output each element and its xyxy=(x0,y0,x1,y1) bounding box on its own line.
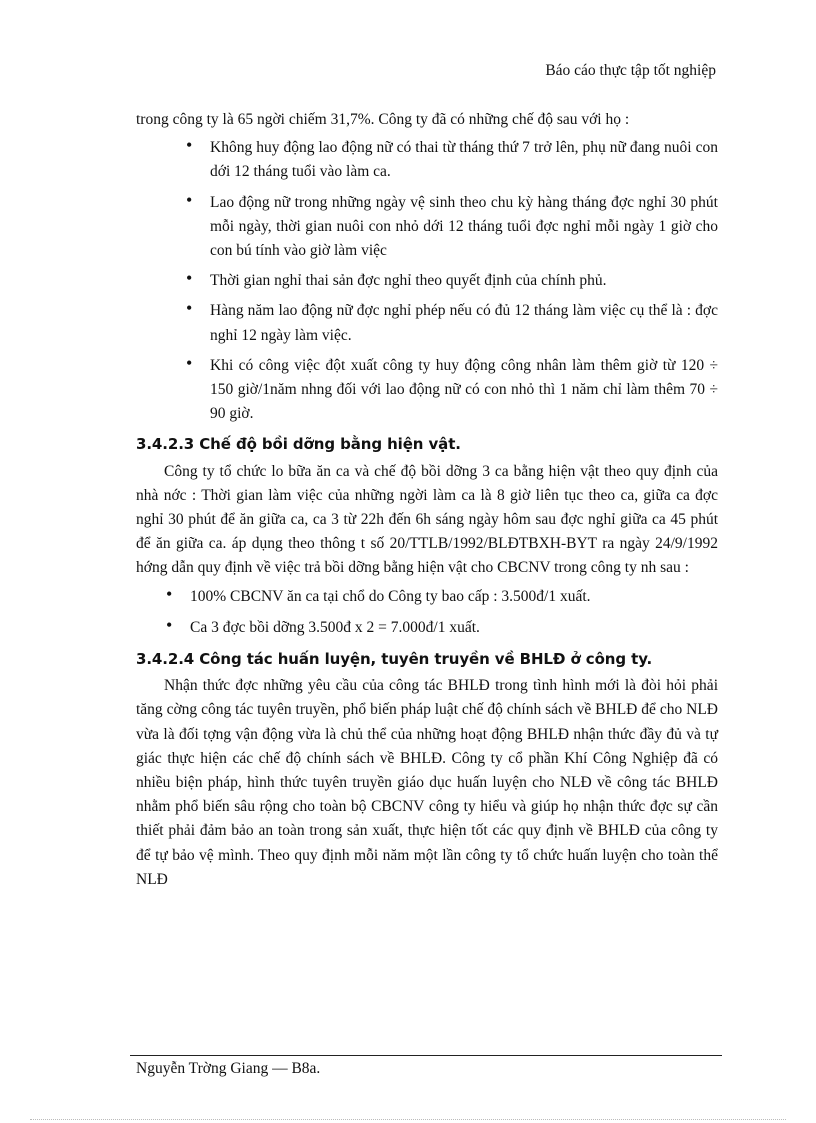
meal-allowance-list xyxy=(136,585,718,640)
list-item: • Thời gian nghỉ thai sản đợc nghỉ theo quyết định của chính phủ. xyxy=(186,268,607,290)
list-item: • 100% CBCNV ăn ca tại chổ do Công ty bao cấp : 3.500đ/1 xuất. xyxy=(166,583,591,605)
bullet-icon: • xyxy=(166,583,173,604)
bullet-icon: • xyxy=(186,189,193,210)
list-item: • Không huy động lao động nữ có thai từ tháng thứ 7 trở lên, phụ nữ đang nuôi con dới 12 tháng tuổi vào làm ca. xyxy=(186,135,718,181)
bullet-icon: • xyxy=(186,298,193,319)
section-3-4-2-4-paragraph: Nhận thức đợc những yêu cầu của công tác BHLĐ trong tình hình mới là đòi hỏi phải tăng cờng công tác tuyên truyền, phổ biến pháp luật chế độ chính sách về BHLĐ để cho NLĐ vừa là đối tợng vận động vừa là chủ thể của những hoạt động BHLĐ nhận thức đầy đủ và tự giác thực hiện các chế độ chính sách về BHLĐ. Công ty cổ phần Khí Công Nghiệp đã có nhiều biện pháp, hình thức tuyên truyền giáo dục huấn luyện cho NLĐ về công tác BHLĐ nhằm phổ biến sâu rộng cho toàn bộ CBCNV công ty hiểu và giúp họ nhận thức đợc sự cần thiết phải đảm bảo an toàn trong sản xuất, thực hiện tốt các quy định về BHLĐ của công ty để tự bảo vệ mình. Theo quy định mỗi năm một lần công ty tổ chức huấn luyện cho toàn thể NLĐ xyxy=(136,677,718,888)
bullet-icon: • xyxy=(166,614,173,635)
intro-paragraph: trong công ty là 65 ngời chiếm 31,7%. Công ty đã có những chế độ sau với họ : xyxy=(136,111,630,128)
list-item: • Lao động nữ trong những ngày vệ sinh theo chu kỳ hàng tháng đợc nghỉ 30 phút mỗi ngày, thời gian nuôi con nhỏ dới 12 tháng tuổi đợc nghỉ mỗi ngày 1 giờ cho con bú tính vào giờ làm việc xyxy=(186,189,718,260)
page-header: Báo cáo thực tập tốt nghiệp xyxy=(545,62,716,79)
bullet-icon: • xyxy=(186,135,193,156)
bullet-icon: • xyxy=(186,268,193,289)
section-3-4-2-3-paragraph: Công ty tổ chức lo bữa ăn ca và chế độ bồi dỡng 3 ca bằng hiện vật theo quy định của nhà nớc : Thời gian làm việc của những ngời làm ca là 8 giờ liên tục theo ca, giữa ca đợc nghỉ 30 phút để ăn giữa ca, ca 3 từ 22h đến 6h sáng ngày hôm sau đợc nghỉ giữa ca 45 phút để ăn giữa ca. áp dụng theo thông t số 20/TTLB/1992/BLĐTBXH-BYT ra ngày 24/9/1992 hớng dẫn quy định về việc trả bồi dỡng bằng hiện vật cho CBCNV trong công ty nh sau : xyxy=(136,462,718,577)
page-bottom-dotted-line xyxy=(30,1119,786,1120)
list-item: • Hàng năm lao động nữ đợc nghỉ phép nếu có đủ 12 tháng làm việc cụ thể là : đợc nghỉ 12 ngày làm việc. xyxy=(186,298,718,344)
bullet-icon: • xyxy=(186,352,193,373)
page-footer: Nguyễn Trờng Giang — B8a. xyxy=(136,1060,321,1077)
female-worker-policy-list xyxy=(136,136,718,426)
list-item: • Khi có công việc đột xuất công ty huy động công nhân làm thêm giờ từ 120 ÷ 150 giờ/1năm nhng đối với lao động nữ có con nhỏ thì 1 năm chỉ làm thêm 70 ÷ 90 giờ. xyxy=(186,352,718,423)
footer-divider xyxy=(130,1055,722,1056)
list-item: • Ca 3 đợc bồi dỡng 3.500đ x 2 = 7.000đ/1 xuất. xyxy=(166,614,480,636)
section-heading-3-4-2-4: 3.4.2.4 Công tác huấn luyện, tuyên truyền về BHLĐ ở công ty. xyxy=(136,650,653,669)
document-body xyxy=(136,108,718,892)
section-heading-3-4-2-3: 3.4.2.3 Chế độ bồi dỡng bằng hiện vật. xyxy=(136,435,461,454)
